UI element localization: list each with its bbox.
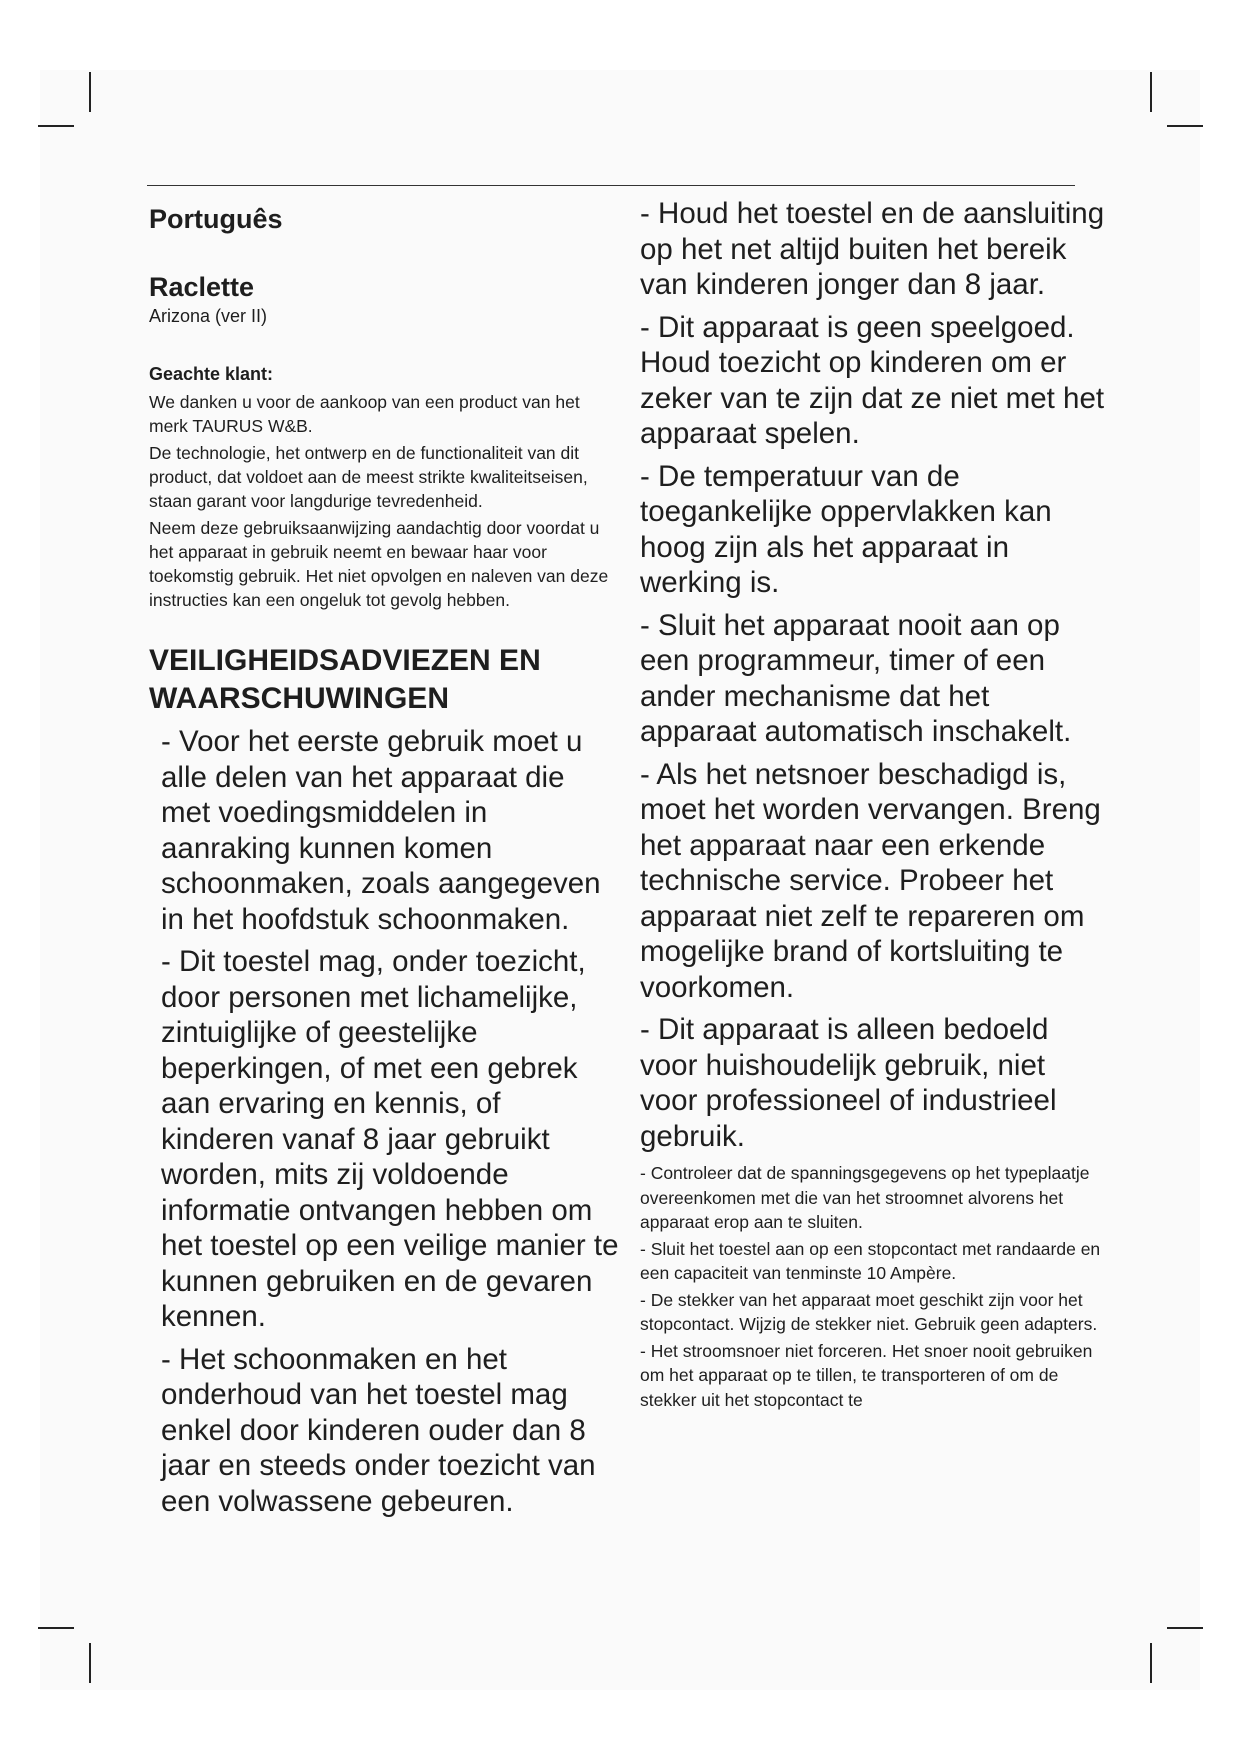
safety-item: - Houd het toestel en de aansluiting op het net altijd buiten het bereik van kinderen jonger dan 8 jaar.	[640, 197, 1105, 301]
header-rule	[147, 185, 1075, 186]
safety-item: - Het schoonmaken en het onderhoud van het toestel mag enkel door kinderen ouder dan 8 jaar en steeds onder toezicht van een volwassene gebeuren.	[161, 1342, 596, 1518]
crop-mark-bottom-right-horizontal	[1167, 1627, 1203, 1629]
crop-mark-top-left-horizontal	[38, 125, 74, 127]
crop-mark-top-left-vertical	[89, 72, 91, 112]
crop-mark-top-right-horizontal	[1167, 125, 1203, 127]
greeting: Geachte klant:	[149, 364, 274, 384]
safety-item-small: - De stekker van het apparaat moet geschikt zijn voor het stopcontact. Wijzig de stekker niet. Gebruik geen adapters.	[640, 1289, 1098, 1334]
safety-item-small: - Controleer dat de spanningsgegevens op het typeplaatje overeenkomen met die van het stroomnet alvorens het apparaat erop aan te sluiten.	[640, 1163, 1090, 1232]
intro-paragraph: We danken u voor de aankoop van een product van het merk TAURUS W&B.	[149, 392, 580, 436]
safety-heading: VEILIGHEIDSADVIEZEN EN WAARSCHUWINGEN	[149, 644, 541, 715]
intro-paragraph: Neem deze gebruiksaanwijzing aandachtig door voordat u het apparaat in gebruik neemt en bewaar haar voor toekomstig gebruik. Het niet opvolgen en naleven van deze instructies kan een ongeluk tot gevolg hebben.	[149, 518, 609, 610]
crop-mark-top-right-vertical	[1150, 72, 1152, 112]
product-title: Raclette	[149, 272, 255, 302]
intro-paragraph: De technologie, het ontwerp en de functionaliteit van dit product, dat voldoet aan de meest strikte kwaliteitseisen, staan garant voor langdurige tevredenheid.	[149, 443, 588, 511]
left-column	[149, 198, 619, 1526]
safety-item-small: - Het stroomsnoer niet forceren. Het snoer nooit gebruiken om het apparaat op te tillen, te transporteren of om de stekker uit het stopcontact te	[640, 1340, 1093, 1410]
crop-mark-bottom-right-vertical	[1150, 1643, 1152, 1683]
right-column	[640, 196, 1105, 1414]
safety-item: - Voor het eerste gebruik moet u alle delen van het apparaat die met voedingsmiddelen in aanraking kunnen komen schoonmaken, zoals aangegeven in het hoofdstuk schoonmaken.	[161, 725, 601, 936]
safety-item: - Als het netsnoer beschadigd is, moet het worden vervangen. Breng het apparaat naar een erkende technische service. Probeer het apparaat niet zelf te repareren om mogelijke brand of kortsluiting te voorkomen.	[640, 757, 1101, 1004]
model-name: Arizona (ver II)	[149, 306, 268, 326]
safety-item: - De temperatuur van de toegankelijke oppervlakken kan hoog zijn als het apparaat in werking is.	[640, 459, 1052, 599]
safety-item: - Dit apparaat is alleen bedoeld voor huishoudelijk gebruik, niet voor professioneel of industrieel gebruik.	[640, 1013, 1057, 1153]
safety-item-small: - Sluit het toestel aan op een stopcontact met randaarde en een capaciteit van tenminste 10 Ampère.	[640, 1238, 1101, 1283]
crop-mark-bottom-left-vertical	[89, 1643, 91, 1683]
crop-mark-bottom-left-horizontal	[38, 1627, 74, 1629]
safety-item: - Dit apparaat is geen speelgoed. Houd toezicht op kinderen om er zeker van te zijn dat ze niet met het apparaat spelen.	[640, 310, 1105, 450]
safety-item: - Dit toestel mag, onder toezicht, door personen met lichamelijke, zintuiglijke of geestelijke beperkingen, of met een gebrek aan ervaring en kennis, of kinderen vanaf 8 jaar gebruikt worden, mits zij voldoende informatie ontvangen hebben om het toestel op een veilige manier te kunnen gebruiken en de gevaren kennen.	[161, 945, 619, 1333]
safety-item: - Sluit het apparaat nooit aan op een programmeur, timer of een ander mechanisme dat het apparaat automatisch inschakelt.	[640, 608, 1072, 748]
language-heading: Português	[149, 204, 283, 234]
